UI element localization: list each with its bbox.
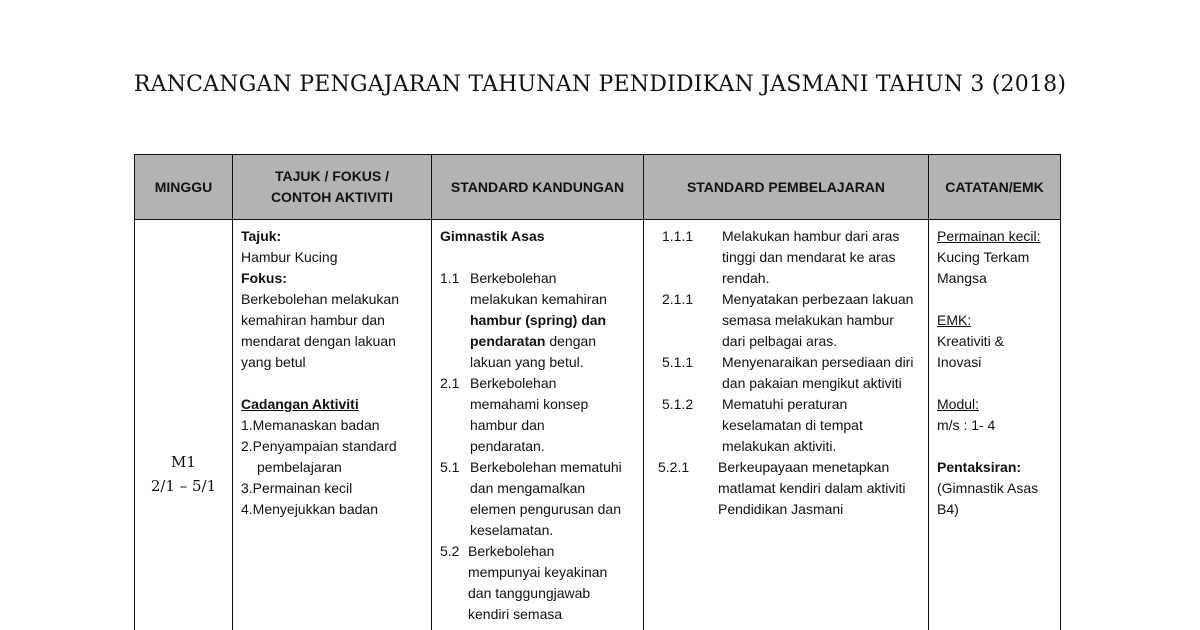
- sk-line: mempunyai keyakinan: [468, 564, 608, 580]
- sk-line: dengan: [545, 333, 597, 349]
- emk-label: EMK:: [937, 312, 972, 328]
- header-standard-pembelajaran: STANDARD PEMBELAJARAN: [644, 155, 929, 220]
- sk-line: dan tanggungjawab: [468, 585, 591, 601]
- tajuk-label: Tajuk:: [241, 228, 282, 244]
- table-row: [135, 220, 1061, 630]
- sp-line: keselamatan di tempat: [722, 417, 863, 433]
- pentaksiran-line: (Gimnastik Asas: [937, 480, 1039, 496]
- sp-number: 1.1.1: [662, 228, 694, 244]
- fokus-line: Berkebolehan melakukan: [241, 291, 399, 307]
- sk-number: 5.1: [440, 459, 460, 475]
- sp-number: 5.2.1: [658, 459, 690, 475]
- sp-item-5-2-1: [652, 457, 920, 520]
- activity-item: 1.Memanaskan badan: [241, 417, 380, 433]
- activity-item-continued: pembelajaran: [257, 459, 342, 475]
- sp-item-5-1-2: [652, 394, 920, 457]
- sk-line: kendiri semasa: [468, 606, 563, 622]
- cadangan-label: Cadangan Aktiviti: [241, 396, 359, 412]
- sk-line: keselamatan.: [470, 522, 554, 538]
- activity-item: 2.Penyampaian standard: [241, 438, 397, 454]
- tajuk-value: Hambur Kucing: [241, 249, 338, 265]
- cell-minggu: [135, 220, 233, 630]
- sp-line: dan pakaian mengikut aktiviti: [722, 375, 902, 391]
- sk-heading: Gimnastik Asas: [440, 228, 545, 244]
- sk-line: Berkebolehan mematuhi: [470, 459, 622, 475]
- fokus-line: yang betul: [241, 354, 306, 370]
- sp-line: tinggi dan mendarat ke aras: [722, 249, 896, 265]
- sp-item-2-1-1: [652, 289, 920, 352]
- sk-line: hambur dan: [470, 417, 545, 433]
- header-tajuk: [233, 155, 432, 220]
- sk-item-5-1: [440, 457, 635, 541]
- permainan-line: Kucing Terkam: [937, 249, 1030, 265]
- fokus-line: kemahiran hambur dan: [241, 312, 385, 328]
- sp-line: Berkeupayaan menetapkan: [718, 459, 890, 475]
- sk-number: 1.1: [440, 270, 460, 286]
- sk-line: Berkebolehan: [470, 375, 557, 391]
- sp-item-5-1-1: [652, 352, 920, 394]
- pentaksiran-label: Pentaksiran:: [937, 459, 1022, 475]
- sk-line: dan mengamalkan: [470, 480, 586, 496]
- lesson-plan-table: [134, 154, 1061, 630]
- sp-number: 5.1.1: [662, 354, 694, 370]
- sk-line: pendaratan.: [470, 438, 545, 454]
- header-tajuk-line2: CONTOH AKTIVITI: [270, 189, 394, 205]
- header-tajuk-line1: TAJUK / FOKUS /: [274, 168, 390, 184]
- pentaksiran-line: B4): [937, 501, 959, 517]
- sp-line: semasa melakukan hambur: [722, 312, 894, 328]
- fokus-line: mendarat dengan lakuan: [241, 333, 396, 349]
- header-minggu: MINGGU: [135, 155, 233, 220]
- header-standard-kandungan: STANDARD KANDUNGAN: [432, 155, 644, 220]
- sp-line: matlamat kendiri dalam aktiviti: [718, 480, 906, 496]
- sp-line: Melakukan hambur dari aras: [722, 228, 900, 244]
- sp-line: rendah.: [722, 270, 770, 286]
- fokus-label: Fokus:: [241, 270, 287, 286]
- permainan-label: Permainan kecil:: [937, 228, 1041, 244]
- sk-line: lakuan yang betul.: [470, 354, 584, 370]
- week-label: M1: [171, 453, 196, 471]
- modul-label: Modul:: [937, 396, 980, 412]
- activity-item: 4.Menyejukkan badan: [241, 501, 378, 517]
- sp-line: Menyenaraikan persediaan diri: [722, 354, 914, 370]
- sk-line: melakukan kemahiran: [470, 291, 607, 307]
- sk-line-bold: pendaratan: [470, 333, 546, 349]
- document-title: RANCANGAN PENGAJARAN TAHUNAN PENDIDIKAN JASMANI TAHUN 3 (2018): [133, 72, 1067, 97]
- week-dates: 2/1 – 5/1: [150, 477, 217, 495]
- sp-line: Menyatakan perbezaan lakuan: [722, 291, 914, 307]
- sk-line: elemen pengurusan dan: [470, 501, 622, 517]
- cell-standard-pembelajaran: [644, 220, 929, 630]
- sp-number: 2.1.1: [662, 291, 694, 307]
- cell-tajuk: [233, 220, 432, 630]
- sk-line: memahami konsep: [470, 396, 589, 412]
- sp-line: Mematuhi peraturan: [722, 396, 848, 412]
- emk-line: Inovasi: [937, 354, 982, 370]
- cell-standard-kandungan: [432, 220, 644, 630]
- sp-line: Pendidikan Jasmani: [718, 501, 844, 517]
- sk-number: 5.2: [440, 543, 460, 559]
- header-catatan: CATATAN/EMK: [929, 155, 1061, 220]
- cell-catatan: [929, 220, 1061, 630]
- sk-line: Berkebolehan: [470, 270, 557, 286]
- sp-line: melakukan aktiviti.: [722, 438, 837, 454]
- emk-line: Kreativiti &: [937, 333, 1004, 349]
- sk-line-bold: hambur (spring) dan: [470, 312, 607, 328]
- sk-line: Berkebolehan: [468, 543, 555, 559]
- sk-item-2-1: [440, 373, 635, 457]
- permainan-line: Mangsa: [937, 270, 987, 286]
- sp-item-1-1-1: [652, 226, 920, 289]
- sk-item-5-2: [440, 541, 635, 625]
- activity-item: 3.Permainan kecil: [241, 480, 353, 496]
- sk-number: 2.1: [440, 375, 460, 391]
- modul-value: m/s : 1- 4: [937, 417, 996, 433]
- sp-line: dari pelbagai aras.: [722, 333, 838, 349]
- sk-item-1-1: [440, 268, 635, 373]
- sp-number: 5.1.2: [662, 396, 694, 412]
- table-header-row: [135, 155, 1061, 220]
